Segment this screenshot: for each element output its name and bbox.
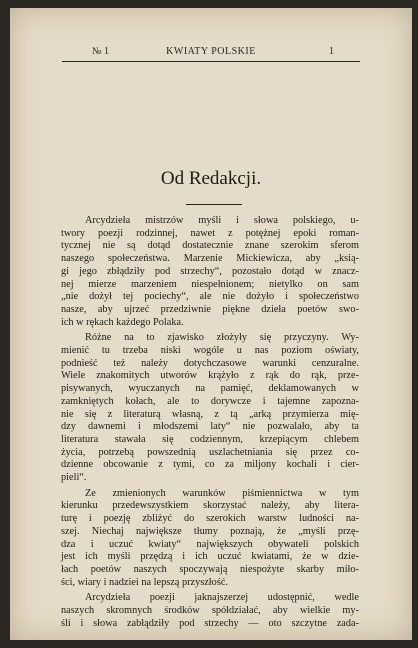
issue-number: № 1 bbox=[92, 46, 110, 57]
paragraph-line: Wiele znakomitych utworów krążyło z rąk do rąk, prze- bbox=[61, 370, 359, 382]
paragraph-line: Arcydzieła poezji jaknajszerzej udostępnić, wedle bbox=[85, 592, 359, 604]
paragraph-line: ści, wiary i nadziei na lepszą przyszłość. bbox=[61, 576, 228, 588]
paragraph-line: dza i uczuć kwiaty“ największych obywateli polskich bbox=[61, 538, 359, 550]
paragraph-line: naszych skromnych środków spółdziałać, aby wielkie my- bbox=[61, 605, 359, 617]
paragraph-line: mienić tu trzeba niski wogóle u nas poziom oświaty, bbox=[61, 345, 359, 357]
paragraph-line: naszego społeczeństwa. Marzenie Mickiewicza, aby „ksią- bbox=[61, 253, 359, 265]
article-body bbox=[61, 215, 359, 631]
paragraph-line: łach poetów naszych spoczywają niespożyte skarby miło- bbox=[61, 563, 359, 575]
paragraph-line: nej mierze marzeniem niespełnionem; nietylko on sam bbox=[61, 278, 359, 290]
paragraph-line: szej. Niechaj największe tłumy poznają, że „myśli przę- bbox=[61, 525, 359, 537]
paragraph-line: twory poezji rodzinnej, nawet z potężnej epoki roman- bbox=[61, 227, 359, 239]
paragraph-line: literatura stawała się codziennym, krzepiącym chlebem bbox=[61, 433, 359, 445]
title-divider bbox=[186, 204, 242, 205]
paragraph-line: kierunku przedewszystkiem skorzystać należy, aby litera- bbox=[61, 500, 359, 512]
paragraph-line: pisywanych, wyuczanych na pamięć, deklamowanych w bbox=[61, 383, 359, 395]
paragraph-line: „nie dożył tej pociechy“, ale nie dożyło i społeczeństwo bbox=[61, 291, 359, 303]
paragraph-line: nie się z literaturą własną, z tą „arką przymierza mię- bbox=[61, 408, 359, 420]
page-title: Od Redakcji. bbox=[160, 168, 262, 189]
paragraph-line: tycznej nie są dotąd dostatecznie znane szerokim sferom bbox=[61, 240, 359, 252]
paragraph-line: dzienne obcowanie z tymi, co za miljony kochali i cier- bbox=[61, 459, 359, 471]
paragraph-line: turę i poezję zbliżyć do szerokich warstw ludności na- bbox=[61, 513, 359, 525]
paragraph-line: śli i słowa zabłądziły pod strzechy — oto szczytne zada- bbox=[61, 617, 359, 629]
page bbox=[10, 8, 412, 640]
running-head bbox=[62, 43, 360, 62]
paragraph-line: ich w rękach każdego Polaka. bbox=[61, 316, 184, 328]
paragraph-line: Ze zmienionych warunków piśmiennictwa w tym bbox=[85, 487, 359, 499]
paragraph-line: Arcydzieła mistrzów myśli i słowa polskiego, u- bbox=[85, 215, 359, 226]
paragraph-line: jest ich myśli przędzą i ich uczuć kwiatami, że w dzie- bbox=[61, 551, 359, 563]
paragraph-line: dzy dawnemi i młodszemi laty“ nie pozwalało, aby ta bbox=[61, 421, 359, 433]
paragraph-line: życia, potrzebą powszednią uszlachetniania się przez co- bbox=[61, 446, 359, 458]
paragraph-line: Różne na to zjawisko złożyły się przyczyny. Wy- bbox=[85, 332, 359, 344]
paragraph-line: nasze, aby ujrzeć przedziwnie piękne dzieła poetów swo- bbox=[61, 303, 359, 315]
paragraph-line: gi jego zbłądziły pod strzechy“, pozostało dotąd w znacz- bbox=[61, 265, 359, 277]
paragraph-line: zamkniętych kołach, ale to dorywcze i tajemne zapozna- bbox=[61, 395, 359, 407]
paragraph-line: podnieść też należy dotychczasowe warunki cenzuralne. bbox=[61, 357, 359, 369]
paragraph-line: pieli“. bbox=[61, 472, 87, 484]
journal-title: KWIATY POLSKIE bbox=[166, 46, 256, 57]
page-number: 1 bbox=[329, 46, 334, 57]
